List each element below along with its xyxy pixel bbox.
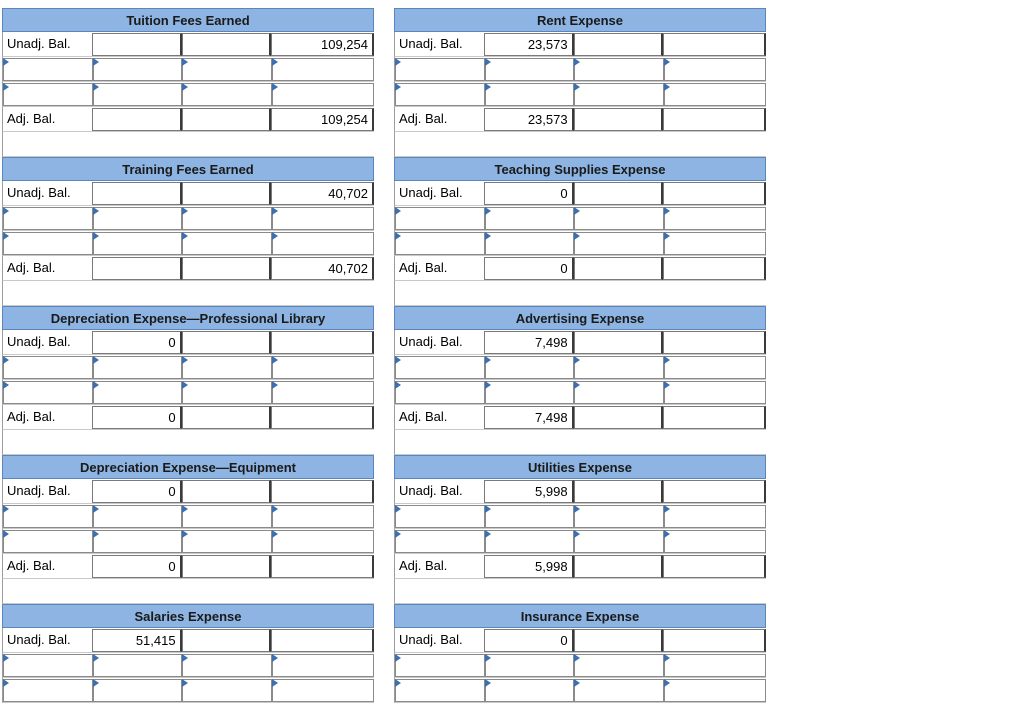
input-marker-icon <box>93 679 99 687</box>
debit-amount-field[interactable]: 0 <box>92 331 182 354</box>
debit-amount-field[interactable]: 0 <box>92 406 182 429</box>
unadjusted-balance-row <box>394 479 766 504</box>
account-name-select[interactable] <box>182 33 272 56</box>
input-marker-icon <box>574 654 580 662</box>
input-marker-icon <box>272 356 278 364</box>
debit-amount-field[interactable] <box>485 83 575 106</box>
credit-amount-field[interactable]: 109,254 <box>271 33 374 56</box>
credit-amount-field[interactable] <box>663 108 766 131</box>
blank-row <box>2 281 374 306</box>
entry-reference-select[interactable] <box>3 505 93 528</box>
entry-reference-select[interactable] <box>3 83 93 106</box>
account-name-select[interactable] <box>182 182 272 205</box>
unadjusted-balance-label: Unadj. Bal. <box>7 483 71 498</box>
account-name-select[interactable] <box>182 257 272 280</box>
input-marker-icon <box>395 381 401 389</box>
debit-amount-field[interactable]: 0 <box>92 480 182 503</box>
unadjusted-balance-row <box>394 330 766 355</box>
credit-amount-field[interactable]: 40,702 <box>271 182 374 205</box>
account-name-select[interactable] <box>182 331 272 354</box>
entry-reference-select[interactable] <box>395 381 485 404</box>
adjustment-entry-row <box>2 678 374 703</box>
input-marker-icon <box>93 530 99 538</box>
credit-amount-field[interactable] <box>664 381 766 404</box>
input-marker-icon <box>395 207 401 215</box>
input-marker-icon <box>3 654 9 662</box>
account-name-select[interactable] <box>574 505 664 528</box>
input-marker-icon <box>664 232 670 240</box>
t-account <box>394 604 766 703</box>
account-title: Depreciation Expense—Equipment <box>2 455 374 479</box>
account-title: Insurance Expense <box>394 604 766 628</box>
account-name-select[interactable] <box>574 555 664 578</box>
input-marker-icon <box>574 381 580 389</box>
input-marker-icon <box>272 381 278 389</box>
input-marker-icon <box>93 58 99 66</box>
input-marker-icon <box>272 58 278 66</box>
credit-amount-field[interactable] <box>272 83 374 106</box>
input-marker-icon <box>182 381 188 389</box>
adjusted-balance-label: Adj. Bal. <box>7 260 56 275</box>
debit-amount-field[interactable] <box>93 207 183 230</box>
input-marker-icon <box>485 505 491 513</box>
adjustment-entry-row <box>2 380 374 405</box>
credit-amount-field[interactable] <box>663 406 766 429</box>
input-marker-icon <box>395 505 401 513</box>
unadjusted-balance-row <box>2 181 374 206</box>
account-name-select[interactable] <box>182 629 272 652</box>
credit-amount-field[interactable] <box>272 505 374 528</box>
debit-amount-field[interactable] <box>93 356 183 379</box>
adjustment-entry-row <box>2 355 374 380</box>
account-name-select[interactable] <box>574 331 664 354</box>
account-name-select[interactable] <box>574 257 664 280</box>
t-account <box>2 306 374 455</box>
unadjusted-balance-label: Unadj. Bal. <box>399 483 463 498</box>
debit-amount-field[interactable] <box>485 654 575 677</box>
entry-reference-select[interactable] <box>3 207 93 230</box>
input-marker-icon <box>182 530 188 538</box>
input-marker-icon <box>3 232 9 240</box>
account-name-select[interactable] <box>182 108 272 131</box>
entry-reference-select[interactable] <box>3 654 93 677</box>
account-name-select[interactable] <box>574 406 664 429</box>
input-marker-icon <box>664 381 670 389</box>
account-name-select[interactable] <box>182 356 272 379</box>
debit-amount-field[interactable] <box>485 381 575 404</box>
entry-reference-select[interactable] <box>3 530 93 553</box>
input-marker-icon <box>574 58 580 66</box>
account-name-select[interactable] <box>182 207 272 230</box>
debit-amount-field[interactable] <box>93 679 183 702</box>
blank-row <box>2 579 374 604</box>
unadjusted-balance-label: Unadj. Bal. <box>399 185 463 200</box>
credit-amount-field[interactable] <box>271 406 374 429</box>
debit-amount-field[interactable]: 5,998 <box>484 555 574 578</box>
adjustment-entry-row <box>394 57 766 82</box>
entry-reference-select[interactable] <box>395 530 485 553</box>
debit-amount-field[interactable] <box>92 257 182 280</box>
credit-amount-field[interactable]: 40,702 <box>271 257 374 280</box>
input-marker-icon <box>272 207 278 215</box>
account-name-select[interactable] <box>574 530 664 553</box>
account-name-select[interactable] <box>182 555 272 578</box>
input-marker-icon <box>3 58 9 66</box>
unadjusted-balance-label: Unadj. Bal. <box>399 632 463 647</box>
adjusted-balance-label: Adj. Bal. <box>399 111 448 126</box>
input-marker-icon <box>93 356 99 364</box>
unadjusted-balance-row <box>394 628 766 653</box>
input-marker-icon <box>182 83 188 91</box>
account-name-select[interactable] <box>574 356 664 379</box>
entry-reference-select[interactable] <box>395 679 485 702</box>
input-marker-icon <box>272 530 278 538</box>
credit-amount-field[interactable] <box>272 654 374 677</box>
adjustment-entry-row <box>394 653 766 678</box>
input-marker-icon <box>395 654 401 662</box>
input-marker-icon <box>664 679 670 687</box>
unadjusted-balance-label: Unadj. Bal. <box>399 36 463 51</box>
input-marker-icon <box>664 530 670 538</box>
input-marker-icon <box>574 505 580 513</box>
input-marker-icon <box>574 356 580 364</box>
adjustment-entry-row <box>394 380 766 405</box>
debit-amount-field[interactable] <box>485 679 575 702</box>
credit-amount-field[interactable] <box>664 530 766 553</box>
input-marker-icon <box>3 679 9 687</box>
debit-amount-field[interactable] <box>485 232 575 255</box>
input-marker-icon <box>664 207 670 215</box>
adjusted-balance-row <box>2 554 374 579</box>
input-marker-icon <box>272 654 278 662</box>
account-title: Tuition Fees Earned <box>2 8 374 32</box>
input-marker-icon <box>574 679 580 687</box>
debit-amount-field[interactable] <box>485 356 575 379</box>
adjustment-entry-row <box>2 653 374 678</box>
credit-amount-field[interactable] <box>272 679 374 702</box>
account-name-select[interactable] <box>574 108 664 131</box>
adjustment-entry-row <box>394 529 766 554</box>
t-account <box>2 157 374 306</box>
input-marker-icon <box>664 83 670 91</box>
adjustment-entry-row <box>394 355 766 380</box>
account-title: Rent Expense <box>394 8 766 32</box>
entry-reference-select[interactable] <box>395 654 485 677</box>
unadjusted-balance-row <box>2 32 374 57</box>
account-name-select[interactable] <box>574 629 664 652</box>
adjusted-balance-row <box>394 554 766 579</box>
adjusted-balance-label: Adj. Bal. <box>7 409 56 424</box>
input-marker-icon <box>574 83 580 91</box>
blank-row <box>394 430 766 455</box>
input-marker-icon <box>272 83 278 91</box>
input-marker-icon <box>574 207 580 215</box>
unadjusted-balance-row <box>394 181 766 206</box>
input-marker-icon <box>182 58 188 66</box>
debit-amount-field[interactable]: 0 <box>484 629 574 652</box>
credit-amount-field[interactable] <box>664 207 766 230</box>
input-marker-icon <box>272 232 278 240</box>
credit-amount-field[interactable] <box>272 232 374 255</box>
entry-reference-select[interactable] <box>395 232 485 255</box>
input-marker-icon <box>93 207 99 215</box>
account-name-select[interactable] <box>574 33 664 56</box>
adjustment-entry-row <box>394 231 766 256</box>
unadjusted-balance-label: Unadj. Bal. <box>7 632 71 647</box>
entry-reference-select[interactable] <box>395 505 485 528</box>
credit-amount-field[interactable] <box>664 505 766 528</box>
credit-amount-field[interactable] <box>272 530 374 553</box>
input-marker-icon <box>664 654 670 662</box>
input-marker-icon <box>395 58 401 66</box>
input-marker-icon <box>485 654 491 662</box>
account-title: Depreciation Expense—Professional Library <box>2 306 374 330</box>
input-marker-icon <box>3 83 9 91</box>
input-marker-icon <box>182 232 188 240</box>
account-name-select[interactable] <box>182 83 272 106</box>
input-marker-icon <box>93 232 99 240</box>
input-marker-icon <box>272 679 278 687</box>
input-marker-icon <box>574 232 580 240</box>
adjustment-entry-row <box>2 82 374 107</box>
t-account <box>2 455 374 604</box>
debit-amount-field[interactable]: 5,998 <box>484 480 574 503</box>
debit-amount-field[interactable] <box>93 232 183 255</box>
input-marker-icon <box>485 679 491 687</box>
debit-amount-field[interactable] <box>485 207 575 230</box>
input-marker-icon <box>93 381 99 389</box>
entry-reference-select[interactable] <box>3 58 93 81</box>
account-name-select[interactable] <box>574 182 664 205</box>
adjusted-balance-label: Adj. Bal. <box>399 558 448 573</box>
entry-reference-select[interactable] <box>3 679 93 702</box>
debit-amount-field[interactable] <box>485 530 575 553</box>
adjusted-balance-row <box>2 405 374 430</box>
unadjusted-balance-label: Unadj. Bal. <box>7 185 71 200</box>
account-title: Utilities Expense <box>394 455 766 479</box>
blank-row <box>2 430 374 455</box>
debit-amount-field[interactable]: 51,415 <box>92 629 182 652</box>
credit-amount-field[interactable] <box>271 555 374 578</box>
credit-amount-field[interactable] <box>271 629 374 652</box>
account-name-select[interactable] <box>574 207 664 230</box>
credit-amount-field[interactable] <box>664 232 766 255</box>
adjusted-balance-row <box>394 405 766 430</box>
t-account <box>394 455 766 604</box>
entry-reference-select[interactable] <box>3 381 93 404</box>
input-marker-icon <box>182 356 188 364</box>
account-name-select[interactable] <box>574 679 664 702</box>
credit-amount-field[interactable] <box>664 654 766 677</box>
adjusted-balance-row <box>2 107 374 132</box>
debit-amount-field[interactable]: 0 <box>484 257 574 280</box>
unadjusted-balance-row <box>2 479 374 504</box>
unadjusted-balance-row <box>2 330 374 355</box>
account-name-select[interactable] <box>182 232 272 255</box>
credit-amount-field[interactable] <box>663 257 766 280</box>
debit-amount-field[interactable] <box>93 530 183 553</box>
debit-amount-field[interactable] <box>92 108 182 131</box>
credit-amount-field[interactable] <box>664 58 766 81</box>
account-name-select[interactable] <box>182 530 272 553</box>
t-account <box>2 604 374 703</box>
input-marker-icon <box>485 58 491 66</box>
credit-amount-field[interactable] <box>664 356 766 379</box>
input-marker-icon <box>485 381 491 389</box>
t-account <box>394 8 766 157</box>
account-name-select[interactable] <box>574 232 664 255</box>
debit-amount-field[interactable] <box>93 58 183 81</box>
input-marker-icon <box>485 207 491 215</box>
account-name-select[interactable] <box>574 480 664 503</box>
debit-amount-field[interactable]: 23,573 <box>484 33 574 56</box>
debit-amount-field[interactable]: 23,573 <box>484 108 574 131</box>
input-marker-icon <box>93 505 99 513</box>
unadjusted-balance-row <box>2 628 374 653</box>
t-account <box>394 306 766 455</box>
adjusted-balance-label: Adj. Bal. <box>399 409 448 424</box>
account-name-select[interactable] <box>182 406 272 429</box>
unadjusted-balance-label: Unadj. Bal. <box>399 334 463 349</box>
debit-amount-field[interactable]: 7,498 <box>484 406 574 429</box>
input-marker-icon <box>93 654 99 662</box>
blank-row <box>394 132 766 157</box>
unadjusted-balance-row <box>394 32 766 57</box>
input-marker-icon <box>395 679 401 687</box>
credit-amount-field[interactable] <box>664 679 766 702</box>
entry-reference-select[interactable] <box>3 232 93 255</box>
input-marker-icon <box>182 679 188 687</box>
credit-amount-field[interactable] <box>272 207 374 230</box>
debit-amount-field[interactable] <box>485 505 575 528</box>
debit-amount-field[interactable]: 7,498 <box>484 331 574 354</box>
input-marker-icon <box>485 232 491 240</box>
debit-amount-field[interactable]: 0 <box>92 555 182 578</box>
adjustment-entry-row <box>2 57 374 82</box>
unadjusted-balance-label: Unadj. Bal. <box>7 334 71 349</box>
adjusted-balance-label: Adj. Bal. <box>7 558 56 573</box>
debit-amount-field[interactable] <box>93 83 183 106</box>
input-marker-icon <box>664 356 670 364</box>
input-marker-icon <box>3 505 9 513</box>
blank-row <box>2 132 374 157</box>
adjusted-balance-label: Adj. Bal. <box>7 111 56 126</box>
adjusted-balance-label: Adj. Bal. <box>399 260 448 275</box>
adjustment-entry-row <box>2 529 374 554</box>
account-name-select[interactable] <box>182 679 272 702</box>
input-marker-icon <box>3 381 9 389</box>
t-account <box>394 157 766 306</box>
input-marker-icon <box>182 654 188 662</box>
credit-amount-field[interactable] <box>663 555 766 578</box>
account-name-select[interactable] <box>182 58 272 81</box>
entry-reference-select[interactable] <box>395 83 485 106</box>
account-name-select[interactable] <box>574 58 664 81</box>
input-marker-icon <box>272 505 278 513</box>
account-name-select[interactable] <box>182 480 272 503</box>
credit-amount-field[interactable] <box>272 356 374 379</box>
entry-reference-select[interactable] <box>395 207 485 230</box>
adjustment-entry-row <box>394 504 766 529</box>
input-marker-icon <box>182 207 188 215</box>
debit-amount-field[interactable] <box>485 58 575 81</box>
input-marker-icon <box>664 58 670 66</box>
credit-amount-field[interactable] <box>272 381 374 404</box>
input-marker-icon <box>664 505 670 513</box>
adjustment-entry-row <box>2 206 374 231</box>
account-name-select[interactable] <box>182 654 272 677</box>
account-title: Advertising Expense <box>394 306 766 330</box>
adjusted-balance-row <box>394 107 766 132</box>
adjusted-balance-row <box>394 256 766 281</box>
debit-amount-field[interactable] <box>92 182 182 205</box>
entry-reference-select[interactable] <box>3 356 93 379</box>
entry-reference-select[interactable] <box>395 58 485 81</box>
input-marker-icon <box>395 83 401 91</box>
blank-row <box>394 281 766 306</box>
input-marker-icon <box>93 83 99 91</box>
debit-amount-field[interactable] <box>93 505 183 528</box>
credit-amount-field[interactable] <box>272 58 374 81</box>
input-marker-icon <box>485 83 491 91</box>
debit-amount-field[interactable] <box>93 381 183 404</box>
debit-amount-field[interactable] <box>92 33 182 56</box>
account-title: Salaries Expense <box>2 604 374 628</box>
credit-amount-field[interactable] <box>663 480 766 503</box>
t-account <box>2 8 374 157</box>
credit-amount-field[interactable]: 109,254 <box>271 108 374 131</box>
account-name-select[interactable] <box>574 381 664 404</box>
input-marker-icon <box>395 530 401 538</box>
credit-amount-field[interactable] <box>663 331 766 354</box>
input-marker-icon <box>182 505 188 513</box>
account-name-select[interactable] <box>182 381 272 404</box>
debit-amount-field[interactable] <box>93 654 183 677</box>
input-marker-icon <box>395 356 401 364</box>
account-name-select[interactable] <box>574 83 664 106</box>
unadjusted-balance-label: Unadj. Bal. <box>7 36 71 51</box>
credit-amount-field[interactable] <box>663 33 766 56</box>
credit-amount-field[interactable] <box>663 629 766 652</box>
adjustment-entry-row <box>2 504 374 529</box>
adjustment-entry-row <box>394 678 766 703</box>
input-marker-icon <box>485 530 491 538</box>
adjustment-entry-row <box>2 231 374 256</box>
adjustment-entry-row <box>394 206 766 231</box>
credit-amount-field[interactable] <box>271 331 374 354</box>
blank-row <box>394 579 766 604</box>
account-name-select[interactable] <box>182 505 272 528</box>
input-marker-icon <box>3 356 9 364</box>
adjustment-entry-row <box>394 82 766 107</box>
debit-amount-field[interactable]: 0 <box>484 182 574 205</box>
account-title: Training Fees Earned <box>2 157 374 181</box>
input-marker-icon <box>395 232 401 240</box>
entry-reference-select[interactable] <box>395 356 485 379</box>
account-title: Teaching Supplies Expense <box>394 157 766 181</box>
input-marker-icon <box>485 356 491 364</box>
input-marker-icon <box>3 530 9 538</box>
account-name-select[interactable] <box>574 654 664 677</box>
credit-amount-field[interactable] <box>664 83 766 106</box>
input-marker-icon <box>3 207 9 215</box>
adjusted-balance-row <box>2 256 374 281</box>
credit-amount-field[interactable] <box>663 182 766 205</box>
input-marker-icon <box>574 530 580 538</box>
credit-amount-field[interactable] <box>271 480 374 503</box>
